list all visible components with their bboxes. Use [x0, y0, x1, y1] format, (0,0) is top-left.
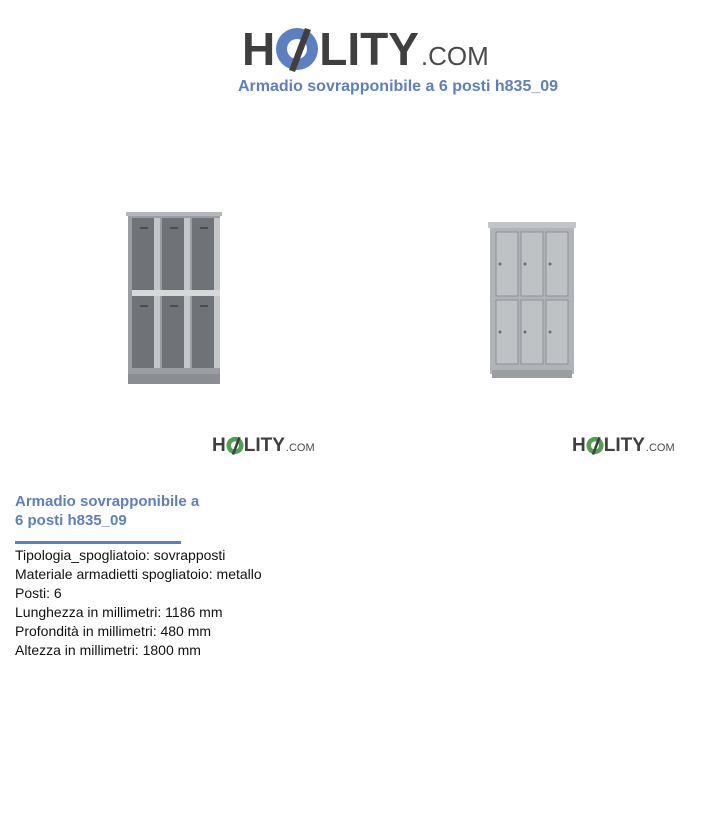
spec-item: Materiale armadietti spogliatoio: metallo [15, 566, 262, 582]
spec-item: Lunghezza in millimetri: 1186 mm [15, 604, 223, 620]
logo-letter-h: H [242, 23, 276, 75]
holity-logo[interactable] [242, 12, 489, 75]
logo-text-rest: LITY [319, 23, 419, 75]
spec-item: Altezza in millimetri: 1800 mm [15, 642, 201, 658]
logo-o-icon [586, 436, 604, 455]
title-underline [15, 541, 181, 544]
logo-o-icon [275, 26, 319, 72]
closed-locker-image[interactable] [486, 220, 578, 380]
holity-watermark-logo: H LITY .COM [572, 435, 675, 456]
logo-domain: .COM [420, 41, 489, 71]
spec-list [15, 546, 262, 660]
product-name-line: Armadio sovrapponibile a [15, 493, 200, 510]
spec-item: Tipologia_spogliatoio: sovrapposti [15, 547, 226, 563]
open-locker-image[interactable] [118, 206, 232, 386]
spec-item: Posti: 6 [15, 585, 62, 601]
page-title: Armadio sovrapponibile a 6 posti h835_09 [237, 78, 559, 95]
product-name [15, 492, 225, 530]
product-name-line: 6 posti h835_09 [15, 512, 127, 529]
logo-o-icon [226, 436, 244, 455]
holity-watermark-logo: H LITY .COM [212, 435, 315, 456]
spec-item: Profondità in millimetri: 480 mm [15, 623, 212, 639]
